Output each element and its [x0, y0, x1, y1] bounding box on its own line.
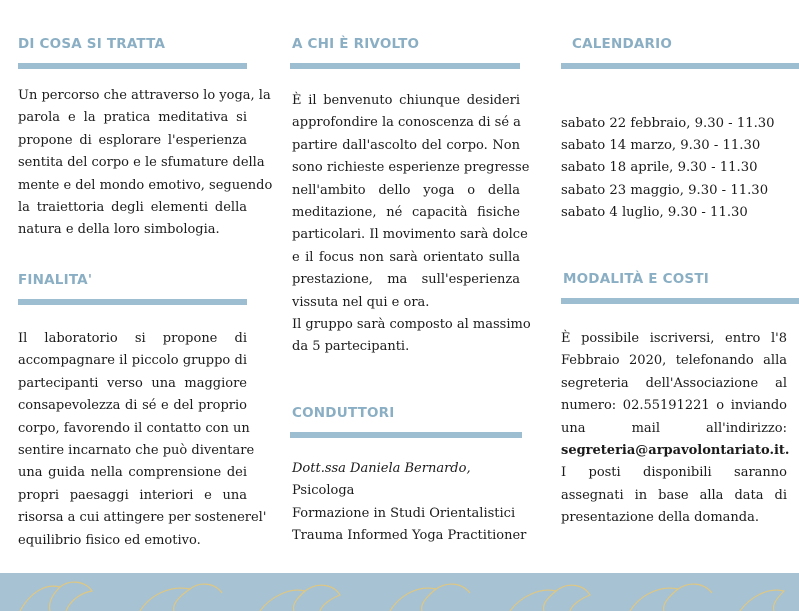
- target-paragraph: [292, 90, 531, 359]
- calendar-date: sabato 14 marzo, 9.30 - 11.30: [561, 138, 761, 154]
- description-paragraph: [18, 85, 273, 242]
- heading-rule: [561, 63, 799, 69]
- text-line: la traiettoria degli elementi della: [18, 200, 247, 216]
- conductor-role: Psicologa: [292, 483, 355, 499]
- text-line: I posti disponibili saranno: [561, 465, 787, 481]
- conductor-name: Dott.ssa Daniela Bernardo,: [292, 461, 471, 476]
- text-line: e il focus non sarà orientato sulla: [292, 249, 520, 265]
- tulip-ornament-icon: [0, 573, 799, 611]
- text-line: approfondire la conoscenza di sé a: [292, 115, 521, 131]
- text-line: È possibile iscriversi, entro l'8: [561, 331, 787, 346]
- heading-rule: [18, 299, 247, 305]
- text-line: risorsa a cui attingere per sostenerel': [18, 510, 267, 526]
- text-line: accompagnare il piccolo gruppo di: [18, 353, 247, 369]
- conductor-certification: Trauma Informed Yoga Practitioner: [292, 528, 527, 544]
- text-line: vissuta nel qui e ora.: [292, 294, 430, 310]
- calendar-list: [561, 113, 799, 224]
- heading-calendario: CALENDARIO: [572, 36, 673, 52]
- text-line: sono richieste esperienze pregresse: [292, 160, 530, 176]
- text-line: natura e della loro simbologia.: [18, 222, 220, 238]
- heading-rule: [290, 432, 522, 438]
- text-line: consapevolezza di sé e del proprio: [18, 398, 247, 414]
- text-line: Il gruppo sarà composto al massimo: [292, 317, 531, 333]
- text-line: una guida nella comprensione dei: [18, 465, 247, 481]
- conductor-training: Formazione in Studi Orientalistici: [292, 505, 516, 521]
- text-line: assegnati in base alla data di: [561, 487, 787, 503]
- text-line: propone di esplorare l'esperienza: [18, 132, 247, 148]
- text-line: mente e del mondo emotivo, seguendo: [18, 177, 273, 193]
- calendar-date: sabato 18 aprile, 9.30 - 11.30: [561, 160, 758, 176]
- calendar-date: sabato 4 luglio, 9.30 - 11.30: [561, 204, 748, 220]
- heading-rule: [561, 298, 799, 304]
- text-line: parola e la pratica meditativa si: [18, 110, 247, 126]
- conductors-block: [292, 458, 527, 548]
- heading-conduttori: CONDUTTORI: [292, 405, 395, 421]
- calendar-date: sabato 23 maggio, 9.30 - 11.30: [561, 182, 769, 198]
- heading-di-cosa-si-tratta: DI COSA SI TRATTA: [18, 36, 166, 52]
- text-line: partecipanti verso una maggiore: [18, 375, 247, 391]
- finalita-paragraph: [18, 328, 267, 552]
- text-line: particolari. Il movimento sarà dolce: [292, 227, 528, 243]
- heading-rule: [18, 63, 247, 69]
- registration-paragraph: [561, 328, 790, 530]
- text-line: È il benvenuto chiunque desideri: [292, 93, 520, 108]
- text-line: una mail all'indirizzo:: [561, 420, 787, 436]
- text-line: Un percorso che attraverso lo yoga, la: [18, 88, 271, 103]
- heading-a-chi-e-rivolto: A CHI È RIVOLTO: [292, 36, 420, 52]
- text-line: presentazione della domanda.: [561, 510, 759, 526]
- text-line: equilibrio fisico ed emotivo.: [18, 532, 201, 548]
- heading-modalita-e-costi: MODALITÀ E COSTI: [563, 271, 709, 287]
- text-line: numero: 02.55191221 o inviando: [561, 398, 787, 414]
- heading-rule: [290, 63, 520, 69]
- text-line: Il laboratorio si propone di: [18, 331, 247, 346]
- text-line: sentita del corpo e le sfumature della: [18, 155, 265, 171]
- text-line: Febbraio 2020, telefonando alla: [561, 353, 787, 369]
- text-line: meditazione, né capacità fisiche: [292, 205, 520, 221]
- text-line: da 5 partecipanti.: [292, 339, 410, 355]
- footer-ornament-band: [0, 573, 799, 611]
- text-line: nell'ambito dello yoga o della: [292, 182, 520, 198]
- text-line: propri paesaggi interiori e una: [18, 487, 247, 503]
- text-line: corpo, favorendo il contatto con un: [18, 420, 250, 436]
- email-address[interactable]: segreteria@arpavolontariato.it.: [561, 443, 790, 459]
- text-line: partire dall'ascolto del corpo. Non: [292, 137, 520, 153]
- calendar-date: sabato 22 febbraio, 9.30 - 11.30: [561, 116, 775, 131]
- text-line: segreteria dell'Associazione al: [561, 375, 787, 391]
- text-line: prestazione, ma sull'esperienza: [292, 272, 520, 288]
- text-line: sentire incarnato che può diventare: [18, 443, 255, 459]
- heading-finalita: FINALITA': [18, 272, 93, 288]
